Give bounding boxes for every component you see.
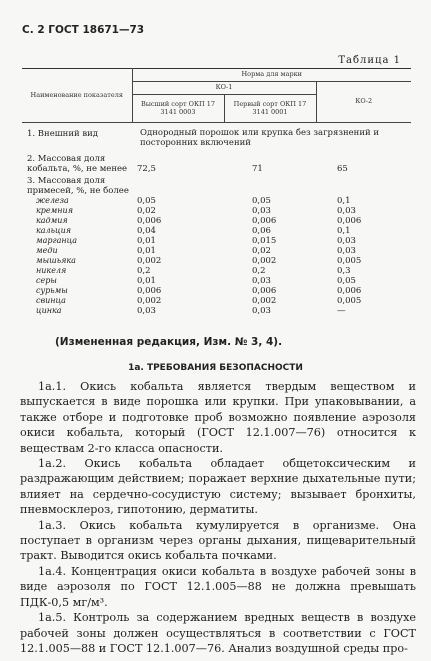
table-row [22, 176, 411, 196]
table-row [22, 256, 411, 266]
cell-ko1-first: 71 [252, 164, 263, 174]
table-row [22, 196, 411, 206]
table-row [22, 129, 411, 148]
impurity-name: сурьмы [36, 286, 68, 295]
row-name: 3. Массовая доля примесей, %, не более [27, 176, 129, 196]
cell-ko1-first: 0,002 [252, 256, 277, 266]
cell-ko1-first: 0,06 [252, 226, 271, 236]
cell-ko2: 0,1 [337, 226, 351, 236]
impurity-name: кремния [36, 206, 73, 215]
cell-ko1-top: 0,006 [137, 216, 162, 226]
cell-ko1-top: 0,01 [137, 246, 156, 256]
table-row [22, 226, 411, 236]
header-name: Наименование показателя [22, 69, 132, 123]
table-row [22, 236, 411, 246]
impurity-name: железа [36, 196, 69, 205]
cell-ko1-top: 0,2 [137, 266, 151, 276]
paragraph: 1а.2. Окись кобальта обладает общетоксическим и раздражающим действием; поражает верхние дыхательные пути; влияет на сердечно-сосудистую систему; вызывает бронхиты, пневмосклероз, гипотонию, дерматиты. [20, 457, 416, 517]
cell-ko2: 0,006 [337, 216, 362, 226]
table-row [22, 296, 411, 306]
cell-ko1-first: 0,03 [252, 206, 271, 216]
cell-ko2: 0,3 [337, 266, 351, 276]
specification-table [22, 68, 411, 316]
impurity-rows [22, 196, 411, 316]
cell-ko1-first: 0,2 [252, 266, 266, 276]
impurity-name: серы [36, 276, 57, 285]
cell-ko1-top: 0,002 [137, 256, 162, 266]
header-ko2: КО-2 [316, 82, 411, 123]
impurity-name: меди [36, 246, 58, 255]
cell-ko1-first: 0,015 [252, 236, 277, 246]
cell-ko2: 0,005 [337, 256, 362, 266]
paragraph: 1а.1. Окись кобальта является твердым веществом и выпускается в виде порошка или крупки. При упаковывании, а также отборе и подготовке проб возможно появление аэрозоля окиси кобальта, который (ГОСТ 12.1.007—76) относится к веществам 2-го класса опасности. [20, 380, 416, 455]
impurity-name: кальция [36, 226, 72, 235]
cell-ko1-top: 0,002 [137, 296, 162, 306]
cell-ko1-first: 0,02 [252, 246, 271, 256]
header-norm: Норма для марки [132, 69, 411, 82]
cell-ko1-top: 0,01 [137, 276, 156, 286]
cell-ko1-first: 0,006 [252, 216, 277, 226]
cell-ko1-top: 0,03 [137, 306, 156, 316]
impurity-name: мышьяка [36, 256, 76, 265]
cell-ko2: 0,03 [337, 246, 356, 256]
cell-ko1-first: 0,03 [252, 306, 271, 316]
impurity-name: никеля [36, 266, 67, 275]
cell-ko2: 0,05 [337, 276, 356, 286]
impurity-name: марганца [36, 236, 77, 245]
paragraph: 1а.5. Контроль за содержанием вредных веществ в воздухе рабочей зоны должен осуществляться в соответствии с ГОСТ 12.1.005—88 и ГОСТ 12.1.007—76. Анализ воздушной среды про- [20, 611, 416, 655]
table-row [22, 154, 411, 174]
impurity-name: свинца [36, 296, 66, 305]
cell-ko1-first: 0,03 [252, 276, 271, 286]
table-row [22, 276, 411, 286]
cell-ko2: 0,1 [337, 196, 351, 206]
paragraph: 1а.3. Окись кобальта кумулируется в организме. Она поступает в организм через органы дыхания, пищеварительный тракт. Выводится окись кобальта почками. [20, 518, 416, 563]
header-ko1-first-grade: Первый сорт ОКП 17 3141 0001 [224, 95, 316, 123]
cell-ko1-first: 0,006 [252, 286, 277, 296]
paragraph: 1а.4. Концентрация окиси кобальта в воздухе рабочей зоны в виде аэрозоля по ГОСТ 12.1.005—88 не должна превышать ПДК-0,5 мг/м³. [20, 564, 416, 609]
header-ko1: КО-1 [132, 82, 316, 95]
cell-ko1-top: 0,04 [137, 226, 156, 236]
cell-ko1-top: 0,05 [137, 196, 156, 206]
row-name: 2. Массовая доля кобальта, %, не менее [27, 154, 128, 174]
editorial-note: (Измененная редакция, Изм. № 3, 4). [55, 336, 283, 348]
cell-ko2: 0,03 [337, 236, 356, 246]
cell-ko2: 65 [337, 164, 348, 174]
row-name: 1. Внешний вид [27, 129, 99, 139]
cell-ko2: — [337, 306, 346, 316]
cell-ko1-first: 0,002 [252, 296, 277, 306]
cell-ko1-top: 0,01 [137, 236, 156, 246]
table-row [22, 206, 411, 216]
header-ko1-top-grade: Высший сорт ОКП 17 3141 0003 [132, 95, 224, 123]
table-row [22, 246, 411, 256]
table-row [22, 216, 411, 226]
impurity-name: кадмия [36, 216, 68, 225]
table-label: Таблица 1 [338, 55, 401, 66]
body-text [20, 379, 416, 656]
cell-ko1-top: 0,006 [137, 286, 162, 296]
cell-ko2: 0,006 [337, 286, 362, 296]
impurity-name: цинка [36, 306, 62, 315]
cell-ko1-top: 72,5 [137, 164, 156, 174]
page-header: С. 2 ГОСТ 18671—73 [22, 24, 145, 36]
cell-ko2: 0,03 [337, 206, 356, 216]
cell-ko1-top: 0,02 [137, 206, 156, 216]
section-title: 1а. ТРЕБОВАНИЯ БЕЗОПАСНОСТИ [128, 363, 303, 373]
row-appearance-value: Однородный порошок или крупка без загрязнений и посторонних включений [140, 128, 380, 148]
table-row [22, 266, 411, 276]
table-row [22, 306, 411, 316]
cell-ko1-first: 0,05 [252, 196, 271, 206]
table-row [22, 286, 411, 296]
cell-ko2: 0,005 [337, 296, 362, 306]
